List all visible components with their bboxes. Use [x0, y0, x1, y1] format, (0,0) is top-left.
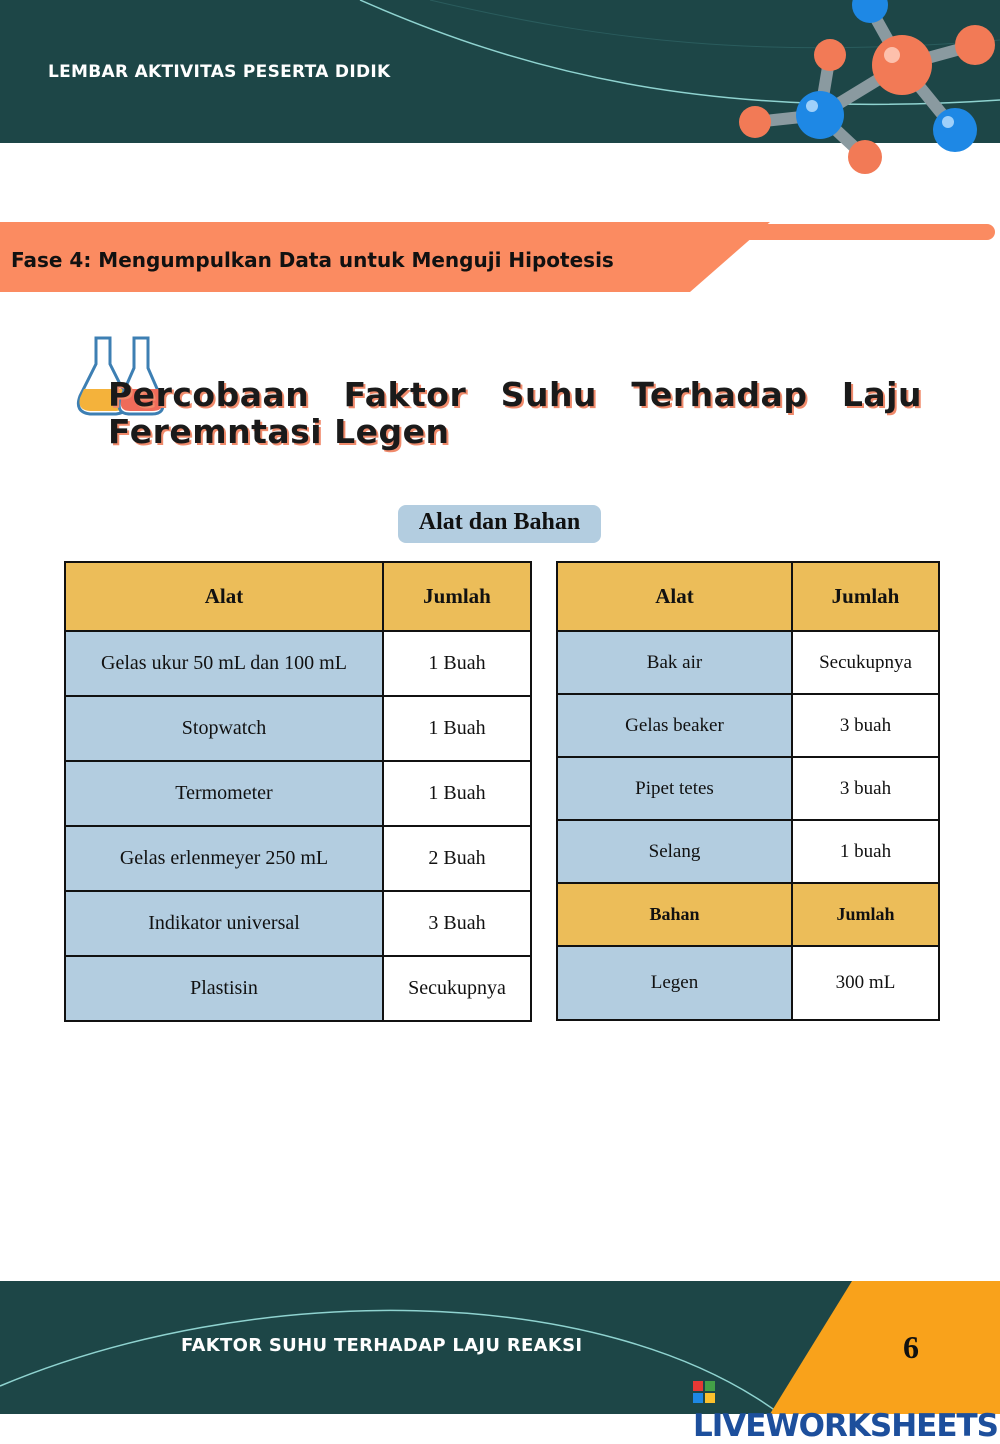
tool-qty-cell: 1 Buah [383, 696, 531, 761]
watermark-text: LIVEWORKSHEETS [693, 1408, 998, 1444]
header-title: LEMBAR AKTIVITAS PESERTA DIDIK [48, 62, 391, 82]
watermark [693, 1372, 1000, 1444]
molecule-icon [720, 0, 1000, 185]
table-row [557, 631, 939, 694]
tool-qty-cell: 1 buah [792, 820, 939, 883]
table-subheader-cell: Bahan [557, 883, 792, 946]
material-qty-cell: 300 mL [792, 946, 939, 1020]
page-number: 6 [903, 1329, 919, 1365]
table-row [65, 826, 531, 891]
table-header-cell: Jumlah [383, 562, 531, 631]
table-subheader-row [557, 883, 939, 946]
tool-qty-cell: Secukupnya [792, 631, 939, 694]
tool-qty-cell: 1 Buah [383, 761, 531, 826]
page-footer [0, 1281, 1000, 1444]
footer-title: FAKTOR SUHU TERHADAP LAJU REAKSI [181, 1335, 583, 1356]
tool-name-cell: Gelas erlenmeyer 250 mL [65, 826, 383, 891]
tools-table-left [64, 561, 532, 1022]
table-header-cell: Alat [65, 562, 383, 631]
tools-table-right [556, 561, 940, 1021]
tool-qty-cell: Secukupnya [383, 956, 531, 1021]
table-row [557, 946, 939, 1020]
tool-name-cell: Plastisin [65, 956, 383, 1021]
main-title: Percobaan Faktor Suhu Terhadap Laju Feremntasi Legen [108, 375, 922, 451]
material-name-cell: Legen [557, 946, 792, 1020]
table-row [557, 694, 939, 757]
table-row [65, 956, 531, 1021]
tool-name-cell: Stopwatch [65, 696, 383, 761]
table-row [65, 891, 531, 956]
tool-qty-cell: 3 Buah [383, 891, 531, 956]
tool-qty-cell: 3 buah [792, 694, 939, 757]
table-header-row [65, 562, 531, 631]
tool-name-cell: Indikator universal [65, 891, 383, 956]
table-row [65, 761, 531, 826]
tool-qty-cell: 3 buah [792, 757, 939, 820]
table-header-row [557, 562, 939, 631]
tool-qty-cell: 2 Buah [383, 826, 531, 891]
table-row [557, 757, 939, 820]
phase-title: Fase 4: Mengumpulkan Data untuk Menguji Hipotesis [11, 248, 614, 272]
tool-name-cell: Selang [557, 820, 792, 883]
tool-name-cell: Bak air [557, 631, 792, 694]
tool-name-cell: Gelas ukur 50 mL dan 100 mL [65, 631, 383, 696]
tool-name-cell: Gelas beaker [557, 694, 792, 757]
liveworksheets-logo-icon [693, 1381, 715, 1403]
table-header-cell: Alat [557, 562, 792, 631]
tool-qty-cell: 1 Buah [383, 631, 531, 696]
tool-name-cell: Pipet tetes [557, 757, 792, 820]
table-header-cell: Jumlah [792, 562, 939, 631]
table-row [65, 631, 531, 696]
table-subheader-cell: Jumlah [792, 883, 939, 946]
tool-name-cell: Termometer [65, 761, 383, 826]
section-label: Alat dan Bahan [398, 505, 601, 543]
table-row [65, 696, 531, 761]
table-row [557, 820, 939, 883]
